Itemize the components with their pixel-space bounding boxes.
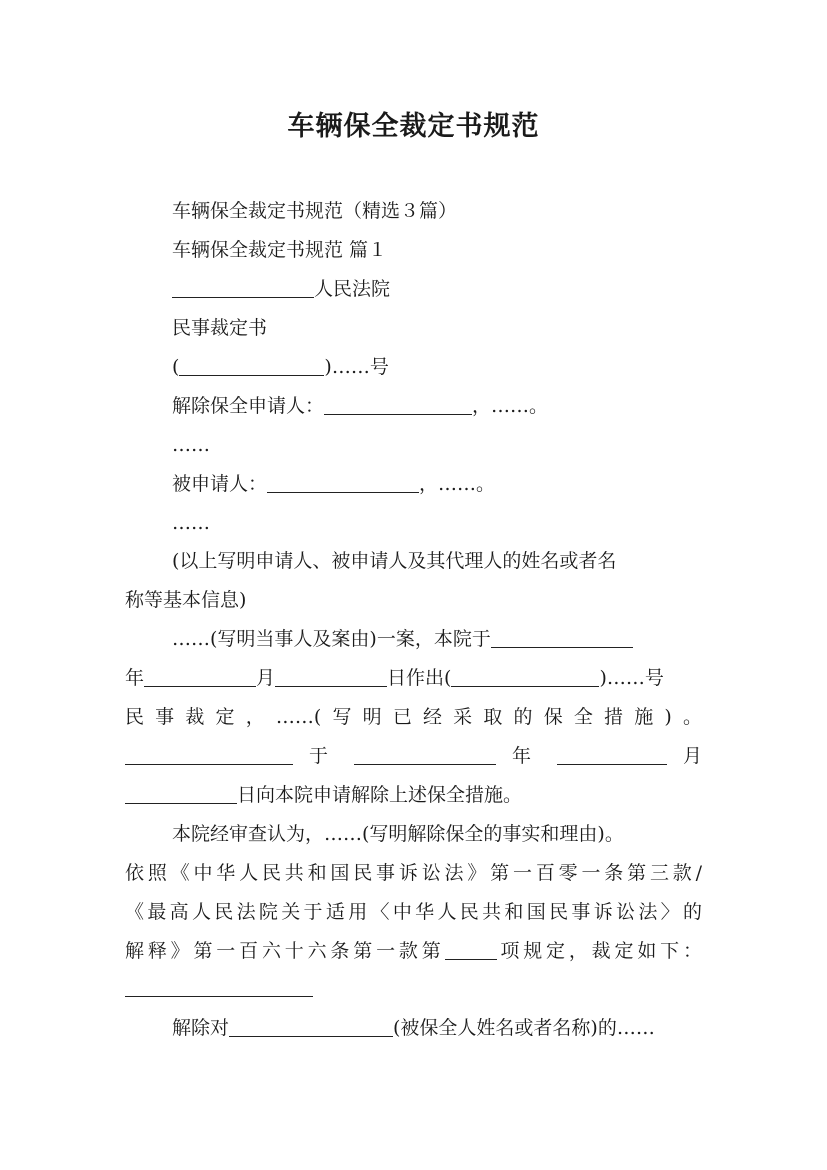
blank-line xyxy=(125,996,313,997)
day-blank xyxy=(125,785,237,804)
application-date-line: 于 年 月 xyxy=(125,744,702,768)
ellipsis-line: …… xyxy=(172,434,210,456)
case-number-line: ( )……号 xyxy=(172,356,389,378)
applicant-line: 解除保全申请人： ，……。 xyxy=(172,395,549,417)
paragraph-line: 称等基本信息) xyxy=(125,589,247,611)
date-blank xyxy=(491,629,633,648)
doc-subtitle: 车辆保全裁定书规范（精选３篇） xyxy=(172,200,458,222)
ellipsis-line: …… xyxy=(172,512,210,534)
paragraph-line: 民事裁定，……(写明已经采取的保全措施)。 xyxy=(125,706,702,728)
party-name-blank xyxy=(229,1018,393,1037)
month-blank xyxy=(275,668,387,687)
respondent-blank xyxy=(267,474,419,493)
item-blank xyxy=(445,941,497,960)
legal-basis-line: 解释》第一百六十六条第一款第 项规定，裁定如下： xyxy=(125,940,702,962)
document-title: 车辆保全裁定书规范 xyxy=(287,111,540,142)
paragraph-line: 本院经审查认为，……(写明解除保全的事实和理由)。 xyxy=(172,823,624,845)
case-intro-line: ……(写明当事人及案由)一案，本院于 xyxy=(172,627,633,651)
year-blank xyxy=(354,746,496,765)
document-type: 民事裁定书 xyxy=(172,317,268,339)
date-line: 年 月 日作出( )……号 xyxy=(125,667,664,689)
court-name-blank xyxy=(172,279,314,298)
applicant-blank xyxy=(125,746,293,765)
ruling-line: 解除对 (被保全人姓名或者名称)的…… xyxy=(172,1017,655,1039)
year-blank xyxy=(144,668,256,687)
court-name-label: 人民法院 xyxy=(314,278,391,300)
court-name-line xyxy=(172,277,390,301)
application-line: 日向本院申请解除上述保全措施。 xyxy=(125,783,522,807)
paragraph-line: (以上写明申请人、被申请人及其代理人的姓名或者名 xyxy=(172,550,617,572)
section-heading: 车辆保全裁定书规范 篇１ xyxy=(172,239,388,261)
paragraph-line: 《最高人民法院关于适用〈中华人民共和国民事诉讼法〉的 xyxy=(125,901,702,923)
respondent-line: 被申请人： ，……。 xyxy=(172,473,496,495)
month-blank xyxy=(557,746,667,765)
paragraph-line: 依照《中华人民共和国民事诉讼法》第一百零一条第三款/ xyxy=(125,862,702,884)
ruling-number-blank xyxy=(451,668,599,687)
case-number-blank xyxy=(179,357,324,376)
applicant-blank xyxy=(324,396,472,415)
